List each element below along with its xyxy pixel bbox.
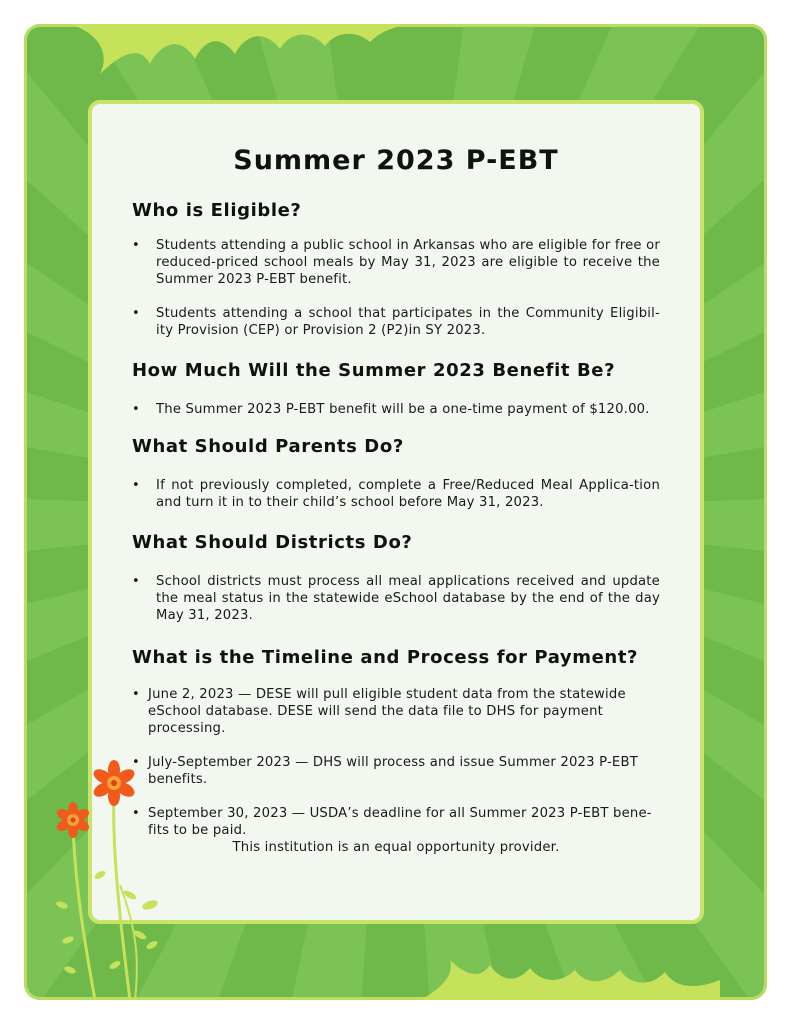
list-item: • School districts must process all meal applications received and update the meal status in the statewide eSchool database by the end of the day May 31, 2023. <box>132 574 660 623</box>
list-item: • Students attending a school that participates in the Community Eligibil-ity Provision (CEP) or Provision 2 (P2)in SY 2023. <box>132 306 660 338</box>
page-title: Summer 2023 P-EBT <box>233 145 559 176</box>
list-item: • September 30, 2023 — USDA’s deadline for all Summer 2023 P-EBT bene-fits to be paid. <box>132 806 652 838</box>
bullet-icon: • <box>132 574 140 589</box>
bullet-icon: • <box>132 306 140 321</box>
content-panel <box>88 100 704 924</box>
bullet-icon: • <box>132 755 140 770</box>
section-heading-benefit: How Much Will the Summer 2023 Benefit Be? <box>132 360 616 381</box>
grass-top-decoration <box>70 24 400 84</box>
section-heading-parents: What Should Parents Do? <box>132 436 404 457</box>
bullet-icon: • <box>132 402 140 417</box>
bullet-icon: • <box>132 478 140 493</box>
flower-decoration <box>40 755 170 1005</box>
grass-bottom-decoration <box>420 940 720 1000</box>
list-item: • The Summer 2023 P-EBT benefit will be a one-time payment of $120.00. <box>132 402 650 417</box>
section-heading-timeline: What is the Timeline and Process for Payment? <box>132 647 639 668</box>
section-heading-eligible: Who is Eligible? <box>132 200 302 221</box>
list-item: • June 2, 2023 — DESE will pull eligible student data from the statewide eSchool database. DESE will send the data file to DHS for payment processing. <box>132 687 626 736</box>
list-item: • If not previously completed, complete a Free/Reduced Meal Applica-tion and turn it in to their child’s school before May 31, 2023. <box>132 478 660 510</box>
section-heading-districts: What Should Districts Do? <box>132 532 413 553</box>
bullet-icon: • <box>132 806 140 821</box>
list-item: • July-September 2023 — DHS will process and issue Summer 2023 P-EBT benefits. <box>132 755 638 787</box>
bullet-icon: • <box>132 238 140 253</box>
equal-opportunity-statement: This institution is an equal opportunity provider. <box>232 840 560 855</box>
bullet-icon: • <box>132 687 140 702</box>
list-item: • Students attending a public school in Arkansas who are eligible for free or reduced-priced school meals by May 31, 2023 are eligible to receive the Summer 2023 P-EBT benefit. <box>132 238 660 287</box>
